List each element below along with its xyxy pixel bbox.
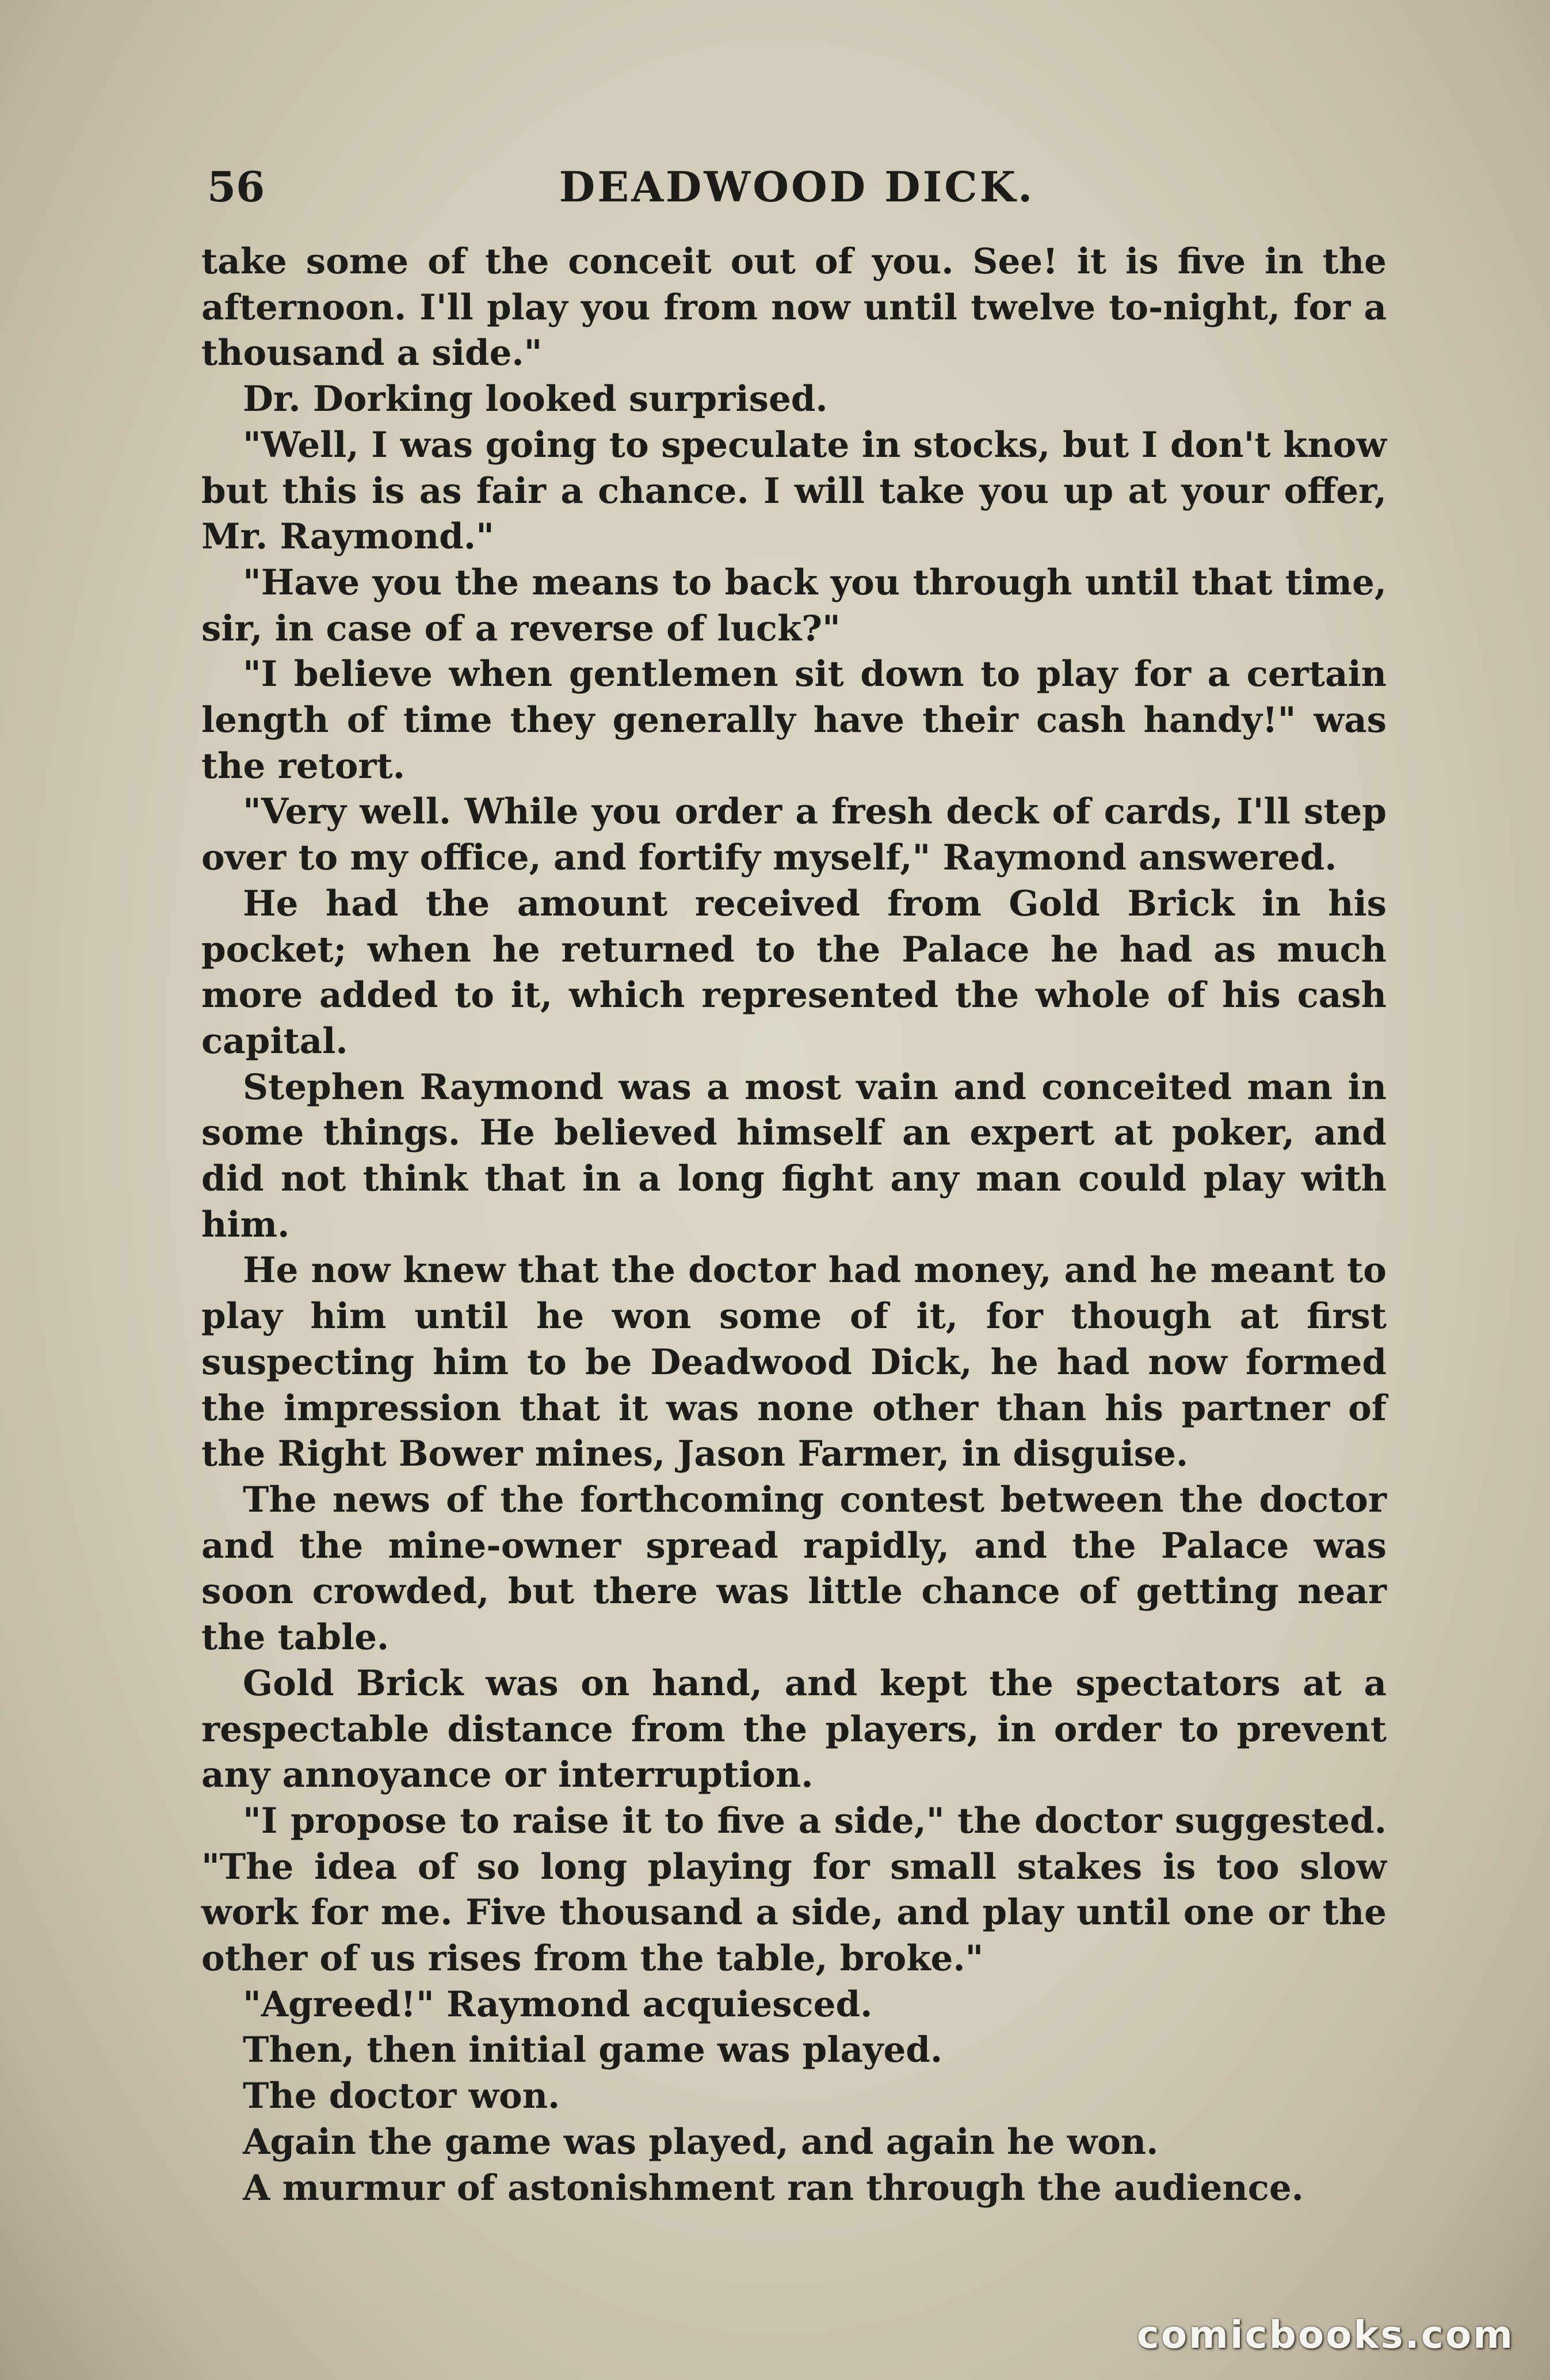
running-title: DEADWOOD DICK. bbox=[559, 162, 1035, 211]
paragraph: He had the amount received from Gold Brick in his pocket; when he returned to the Palace he had as much more added to it, which represented the whole of his cash capital. bbox=[201, 883, 1387, 1062]
paragraph: "Have you the means to back you through until that time, sir, in case of a reverse of luck?" bbox=[201, 562, 1387, 649]
paragraph: The doctor won. bbox=[243, 2076, 560, 2117]
page-header bbox=[207, 158, 1387, 222]
paragraph: "Agreed!" Raymond acquiesced. bbox=[243, 1984, 873, 2025]
paragraph: Stephen Raymond was a most vain and conceited man in some things. He believed himself an expert at poker, and did not think that in a long fight any man could play with him. bbox=[201, 1066, 1387, 1245]
body-text bbox=[201, 239, 1387, 2211]
paragraph: Dr. Dorking looked surprised. bbox=[243, 379, 828, 420]
paragraph: take some of the conceit out of you. See! it is five in the afternoon. I'll play you from now until twelve to-night, for a thousand a side." bbox=[201, 241, 1387, 374]
paragraph: Again the game was played, and again he won. bbox=[243, 2121, 1159, 2162]
paragraph: He now knew that the doctor had money, and he meant to play him until he won some of it, for though at first suspecting him to be Deadwood Dick, he had now formed the impression that it was none other than his partner of the Right Bower mines, Jason Farmer, in disguise. bbox=[201, 1250, 1387, 1475]
page-number: 56 bbox=[207, 162, 265, 211]
site-watermark: comicbooks.com bbox=[1136, 2313, 1514, 2357]
paragraph: Gold Brick was on hand, and kept the spectators at a respectable distance from the players, in order to prevent any annoyance or interruption. bbox=[201, 1662, 1387, 1796]
paragraph: "I propose to raise it to five a side," the doctor suggested. "The idea of so long playing for small stakes is too slow work for me. Five thousand a side, and play until one or the other of us rises from the table, broke." bbox=[201, 1800, 1387, 1979]
paragraph: Then, then initial game was played. bbox=[243, 2030, 943, 2071]
paragraph: "Well, I was going to speculate in stocks, but I don't know but this is as fair a chance. I will take you up at your offer, Mr. Raymond." bbox=[201, 424, 1387, 558]
paragraph: A murmur of astonishment ran through the audience. bbox=[243, 2167, 1304, 2209]
paragraph: "I believe when gentlemen sit down to play for a certain length of time they generally have their cash handy!" was the retort. bbox=[201, 654, 1387, 787]
paragraph: The news of the forthcoming contest between the doctor and the mine-owner spread rapidly, and the Palace was soon crowded, but there was little chance of getting near the table. bbox=[201, 1479, 1387, 1658]
paragraph: "Very well. While you order a fresh deck of cards, I'll step over to my office, and fortify myself," Raymond answered. bbox=[201, 791, 1387, 879]
